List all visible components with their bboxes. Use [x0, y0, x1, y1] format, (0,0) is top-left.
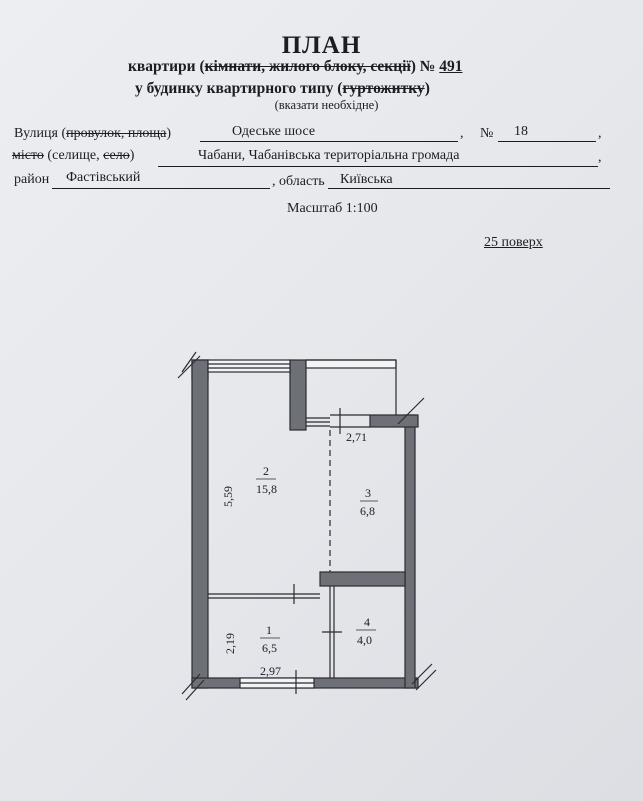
city-label: місто (селище, село) [12, 148, 135, 163]
wall-pillar [290, 360, 306, 430]
dim-left-upper: 5,59 [221, 486, 235, 507]
number-value: 18 [514, 124, 528, 139]
wall-partition-kitchen [320, 572, 405, 586]
wall-left [192, 360, 208, 688]
wall-balcony-right [370, 415, 418, 427]
street-value: Одеське шосе [232, 124, 316, 139]
scale-label: Масштаб 1:100 [287, 201, 378, 216]
struck-room-types: кімнати, жилого блоку, секції [204, 58, 411, 75]
room-4-area: 4,0 [357, 633, 372, 647]
room-4-number: 4 [364, 615, 370, 629]
dim-bottom: 2,97 [260, 664, 281, 678]
region-value: Київська [340, 172, 393, 187]
room-3-number: 3 [365, 486, 371, 500]
room-2-area: 15,8 [256, 482, 277, 496]
struck-dormitory: гуртожитку [342, 80, 425, 97]
header-line-apartment: квартири (кімнати, жилого блоку, секції) № 491 [128, 58, 463, 75]
window-top [208, 360, 290, 372]
dim-balcony-width: 2,71 [346, 430, 367, 444]
room-2-number: 2 [263, 464, 269, 478]
room-1-area: 6,5 [262, 641, 277, 655]
city-value: Чабани, Чабанівська територіальна громада [198, 148, 460, 163]
window-balcony [306, 360, 396, 368]
floor-label: 25 поверх [484, 235, 543, 250]
street-label: Вулиця (провулок, площа) [14, 126, 172, 141]
wall-right [405, 415, 415, 688]
document-title: ПЛАН [281, 32, 362, 59]
room-1-number: 1 [266, 623, 272, 637]
region-label: , область [272, 174, 325, 189]
header-line-building: у будинку квартирного типу (гуртожитку) [135, 80, 430, 97]
room-3-area: 6,8 [360, 504, 375, 518]
number-label: № [480, 126, 494, 141]
dim-left-lower: 2,19 [223, 633, 237, 654]
apartment-number: 491 [439, 58, 463, 75]
header-note: (вказати необхідне) [274, 98, 379, 112]
district-label: район [14, 172, 50, 187]
district-value: Фастівський [66, 170, 141, 185]
